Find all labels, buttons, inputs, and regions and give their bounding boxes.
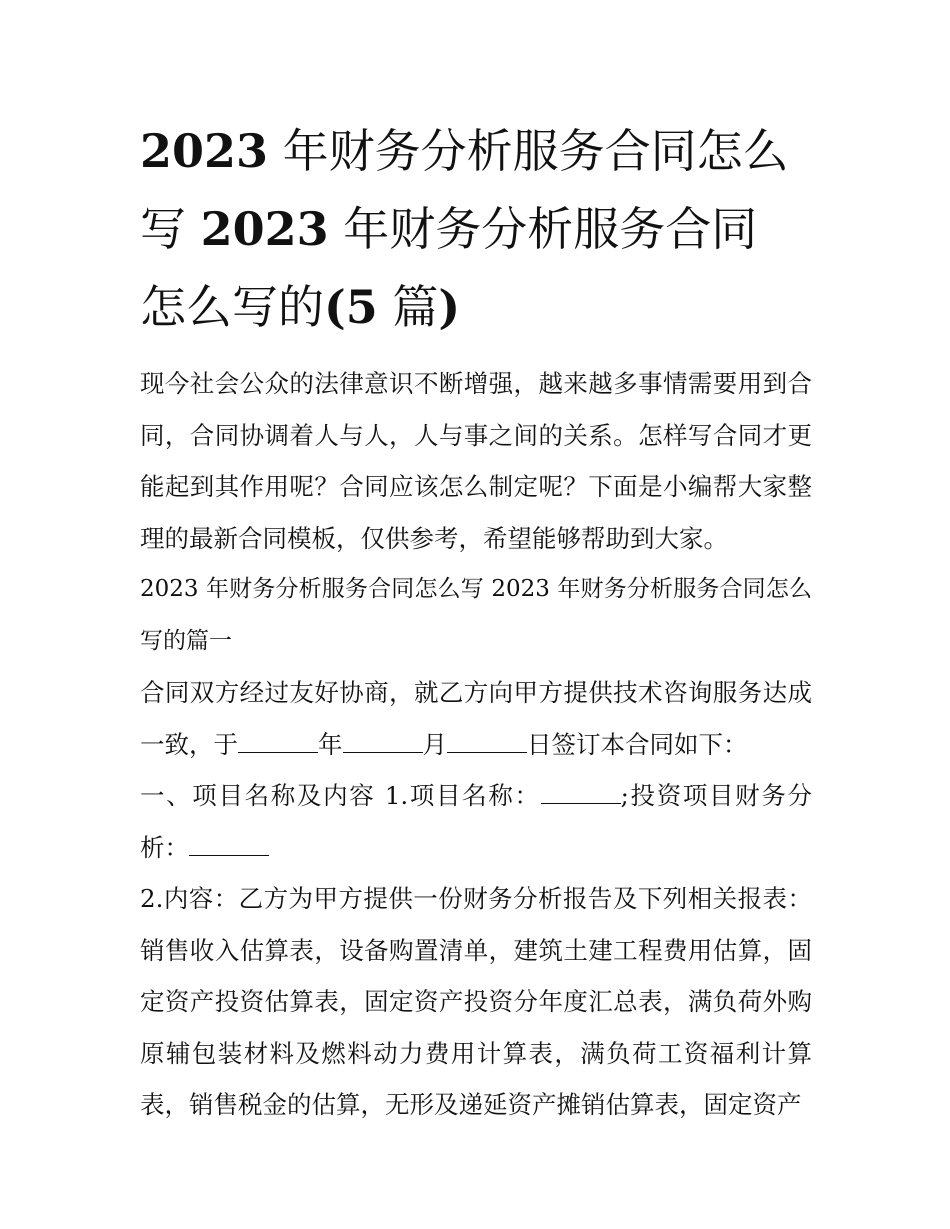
agreement-lead: 合同双方经过友好协商，就乙方向甲方提供技术咨询服务达成一致，于 [140, 678, 812, 759]
day-blank [447, 732, 527, 753]
item1-mid: ;投资项目财务分析： [140, 781, 812, 862]
title-text-2: 写 [140, 202, 201, 256]
project-name-blank [541, 783, 621, 804]
title-text-5: 篇 [377, 280, 439, 334]
intro-paragraph: 现今社会公众的法律意识不断增强，越来越多事情需要用到合同，合同协调着人与人，人与事之间的关系。怎样写合同才更能起到其作用呢？合同应该怎么制定呢？下面是小编帮大家整理的最新合同模板，仅供参考，希望能够帮助到大家。 [140, 369, 812, 553]
item1-paragraph [140, 770, 812, 873]
item2-paragraph: 2.内容：乙方为甲方提供一份财务分析报告及下列相关报表：销售收入估算表，设备购置清单，建筑土建工程费用估算，固定资产投资估算表，固定资产投资分年度汇总表，满负荷外购原辅包装材料及燃料动力费用计算表，满负荷工资福利计算表，销售税金的估算，无形及递延资产摊销估算表，固定资产 [140, 884, 812, 1119]
title-text-1: 年财务分析服务合同怎么 [268, 124, 789, 178]
title-count-close: ) [438, 280, 461, 334]
title-text-3: 年财务分析服务合同 [328, 202, 758, 256]
title-text-4: 怎么写的 [140, 280, 324, 334]
year-blank [238, 732, 318, 753]
month-label: 月 [422, 729, 447, 759]
title-year-2: 2023 [200, 202, 329, 256]
document-title [140, 112, 812, 346]
title-count-open: (5 [324, 280, 378, 334]
month-blank [343, 732, 423, 753]
document-page [140, 112, 812, 1131]
title-year-1: 2023 [140, 124, 269, 178]
item1-lead: 一、项目名称及内容 1.项目名称： [140, 781, 541, 810]
analysis-blank [189, 835, 269, 856]
agreement-tail: 日签订本合同如下： [527, 729, 748, 759]
section-heading: 2023 年财务分析服务合同怎么写 2023 年财务分析服务合同怎么写的篇一 [140, 576, 812, 654]
agreement-paragraph [140, 667, 812, 770]
year-label: 年 [318, 729, 343, 759]
